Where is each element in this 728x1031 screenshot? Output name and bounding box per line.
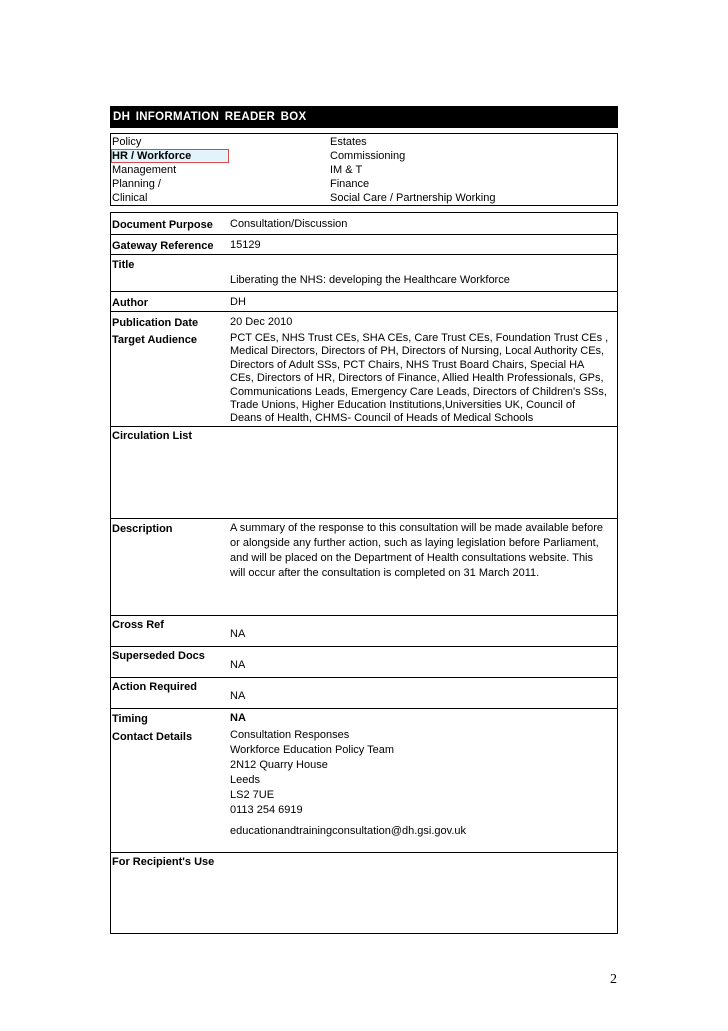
row-cross-ref xyxy=(111,616,617,647)
label-superseded-docs: Superseded Docs xyxy=(112,650,205,662)
row-description xyxy=(111,519,617,616)
value-gateway-reference: 15129 xyxy=(230,239,261,251)
row-recipients-use xyxy=(111,853,617,933)
contact-line: LS2 7UE xyxy=(230,789,275,801)
label-document-purpose: Document Purpose xyxy=(112,219,213,231)
value-target-audience xyxy=(230,332,618,426)
label-publication-date: Publication Date xyxy=(112,317,199,329)
value-action-required: NA xyxy=(230,690,246,702)
contact-line: 0113 254 6919 xyxy=(230,804,303,816)
category-finance: Finance xyxy=(330,178,370,190)
label-contact-details: Contact Details xyxy=(112,731,193,743)
text-line: will occur after the consultation is completed on 31 March 2011. xyxy=(230,567,540,579)
value-document-purpose: Consultation/Discussion xyxy=(230,218,348,230)
contact-line: Leeds xyxy=(230,774,260,786)
category-commissioning: Commissioning xyxy=(330,150,406,162)
category-policy: Policy xyxy=(112,136,142,148)
category-estates: Estates xyxy=(330,136,367,148)
text-line: Communications Leads, Emergency Care Leads, Directors of Children's SSs, xyxy=(230,385,607,398)
contact-email: educationandtrainingconsultation@dh.gsi.gov.uk xyxy=(230,825,467,837)
text-line: Directors of Adult SSs, PCT Chairs, NHS Trust Board Chairs, Special HA xyxy=(230,358,585,371)
category-social-care: Social Care / Partnership Working xyxy=(330,192,496,204)
value-superseded-docs: NA xyxy=(230,659,246,671)
row-publication-date xyxy=(111,312,617,329)
category-management: Management xyxy=(112,164,177,176)
label-timing: Timing xyxy=(112,713,148,725)
category-clinical: Clinical xyxy=(112,192,148,204)
contact-line: 2N12 Quarry House xyxy=(230,759,328,771)
label-gateway-reference: Gateway Reference xyxy=(112,240,214,252)
label-target-audience: Target Audience xyxy=(112,334,197,346)
value-description xyxy=(230,521,618,581)
contact-line: Consultation Responses xyxy=(230,729,350,741)
text-line: A summary of the response to this consultation will be made available before xyxy=(230,522,603,534)
label-circulation-list: Circulation List xyxy=(112,430,193,442)
page-number: 2 xyxy=(610,972,617,987)
reader-box-title: DH INFORMATION READER BOX xyxy=(110,106,618,128)
label-recipients-use: For Recipient's Use xyxy=(112,856,215,868)
row-author xyxy=(111,292,617,312)
text-line: Medical Directors, Directors of PH, Directors of Nursing, Local Authority CEs, xyxy=(230,345,605,358)
contact-line: Workforce Education Policy Team xyxy=(230,744,395,756)
document-metadata-table xyxy=(110,212,618,934)
label-description: Description xyxy=(112,523,173,535)
text-line: or alongside any further action, such as laying legislation before Parliament, xyxy=(230,537,599,549)
value-publication-date: 20 Dec 2010 xyxy=(230,316,293,328)
text-line: Trade Unions, Higher Education Institutions,Universities UK, Council of xyxy=(230,399,576,412)
row-contact-details xyxy=(111,725,617,853)
category-im-t: IM & T xyxy=(330,164,363,176)
value-cross-ref: NA xyxy=(230,628,246,640)
row-action-required xyxy=(111,678,617,709)
row-target-audience xyxy=(111,329,617,427)
text-line: CEs, Directors of HR, Directors of Finance, Allied Health Professionals, GPs, xyxy=(230,372,604,385)
label-author: Author xyxy=(112,297,149,309)
row-timing xyxy=(111,709,617,725)
value-timing: NA xyxy=(230,712,246,724)
row-superseded-docs xyxy=(111,647,617,678)
row-title xyxy=(111,255,617,292)
row-circulation-list xyxy=(111,427,617,519)
label-title: Title xyxy=(112,259,135,271)
value-author: DH xyxy=(230,296,246,308)
category-hr-workforce: HR / Workforce xyxy=(112,150,192,162)
text-line: and will be placed on the Department of Health consultations website. This xyxy=(230,552,594,564)
row-gateway-reference xyxy=(111,235,617,255)
text-line: PCT CEs, NHS Trust CEs, SHA CEs, Care Trust CEs, Foundation Trust CEs , xyxy=(230,332,609,344)
text-line: Deans of Health, CHMS- Council of Heads of Medical Schools xyxy=(230,412,534,425)
value-title: Liberating the NHS: developing the Healthcare Workforce xyxy=(230,274,510,286)
label-action-required: Action Required xyxy=(112,681,197,693)
label-cross-ref: Cross Ref xyxy=(112,619,164,631)
value-contact-details xyxy=(230,728,618,839)
row-document-purpose xyxy=(111,213,617,235)
category-planning: Planning / xyxy=(112,178,161,190)
category-grid xyxy=(110,133,618,206)
